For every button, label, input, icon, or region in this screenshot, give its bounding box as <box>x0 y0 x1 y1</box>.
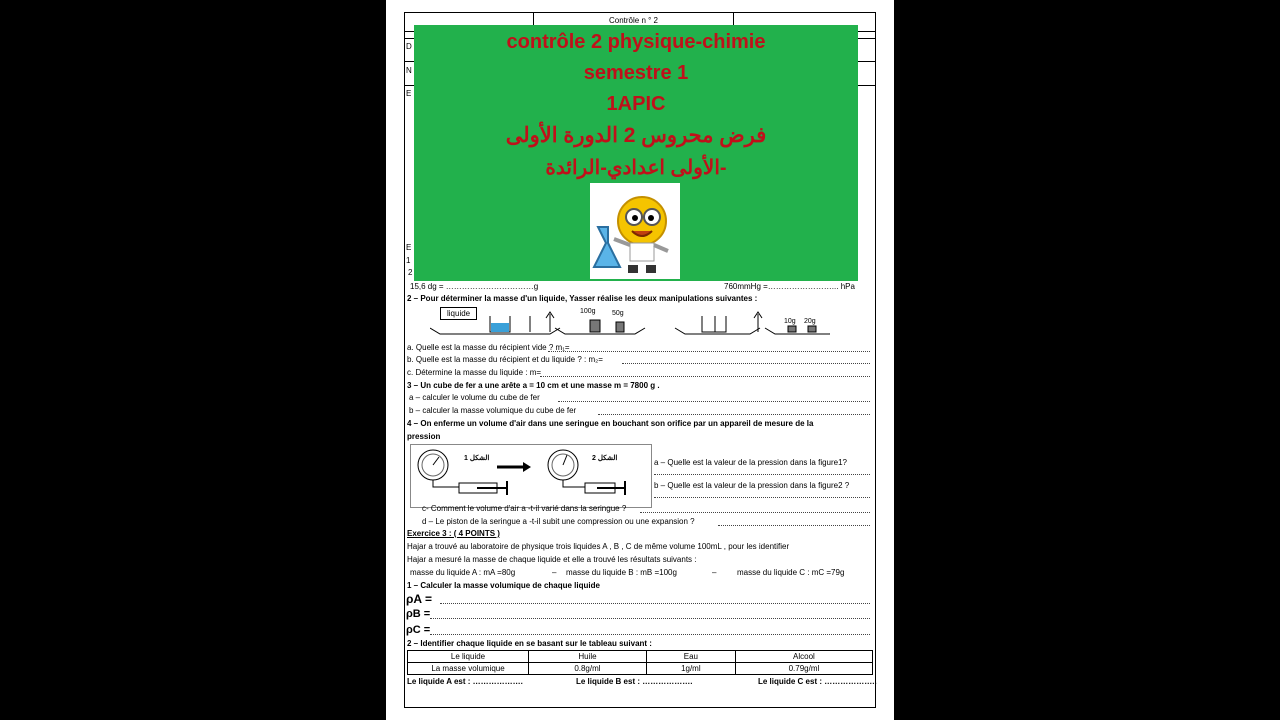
exercise-3-title: Exercice 3 : ( 4 POINTS ) <box>407 529 500 538</box>
liquid-label: liquide <box>440 307 477 320</box>
question-2c: c. Détermine la masse du liquide : m= <box>407 368 542 377</box>
ex2-line1-partial: 1 <box>406 256 411 265</box>
exercise-3-intro-2: Hajar a mesuré la masse de chaque liquide et elle a trouvé les résultats suivants : <box>407 555 697 564</box>
answer-liquid-b: Le liquide B est : ………………. <box>576 677 693 686</box>
table-cell: 0.8g/ml <box>529 663 647 675</box>
answer-line-rho-b[interactable] <box>430 618 870 619</box>
ex2-title-partial: E <box>406 243 412 252</box>
header-row2-label: D <box>406 42 412 51</box>
rho-a-label: ρA = <box>406 592 432 606</box>
exam-title: Contrôle n ° 2 <box>534 12 734 31</box>
answer-liquid-c: Le liquide C est : ……………….. <box>758 677 877 686</box>
exercise-3-q1: 1 – Calculer la masse volumique de chaque liquide <box>407 581 600 590</box>
scientist-mascot-icon <box>590 183 680 279</box>
banner-title: contrôle 2 physique-chimie <box>506 31 766 53</box>
question-4-line1: 4 – On enferme un volume d'air dans une seringue en bouchant son orifice par un appareil de mesure de la <box>407 419 814 428</box>
balance-diagrams <box>430 306 830 338</box>
separator-2: – <box>712 568 717 577</box>
weight-100g: 100g <box>580 308 596 315</box>
question-2a: a. Quelle est la masse du récipient vide ? m₁= <box>407 343 570 352</box>
banner-arabic-school: الأولى اعدادي-الرائدة- <box>545 157 727 179</box>
weight-20g: 20g <box>804 318 816 325</box>
answer-line-4a[interactable] <box>654 474 870 475</box>
banner-semester: semestre 1 <box>583 62 689 84</box>
answer-line-4d[interactable] <box>718 525 870 526</box>
question-4-line2: pression <box>407 432 441 441</box>
answer-line-2b[interactable] <box>622 363 870 364</box>
weight-10g: 10g <box>784 318 796 325</box>
rho-c-label: ρC = <box>406 624 431 636</box>
weight-50g: 50g <box>612 310 624 317</box>
mass-liquid-a: masse du liquide A : mA =80g <box>410 568 516 577</box>
banner-arabic-title: فرض محروس 2 الدورة الأولى <box>505 124 767 147</box>
mass-liquid-b: masse du liquide B : mB =100g <box>566 568 677 577</box>
question-3a: a – calculer le volume du cube de fer <box>409 393 540 402</box>
question-4d: d – Le piston de la seringue a -t-il subit une compression ou une expansion ? <box>422 517 695 526</box>
question-4a: a – Quelle est la valeur de la pression dans la figure1? <box>654 458 848 467</box>
table-header-cell: Alcool <box>735 651 872 663</box>
table-row <box>408 651 873 663</box>
q2-title: 2 – Pour déterminer la masse d'un liquide, Yasser réalise les deux manipulations suivantes : <box>407 294 758 303</box>
figure-1-label: الشكل 1 <box>464 455 490 462</box>
header-row3-label: N <box>406 66 412 75</box>
answer-line-4b[interactable] <box>654 497 870 498</box>
density-table <box>407 650 873 675</box>
table-cell: 0.79g/ml <box>735 663 872 675</box>
figure-2-label: الشكل 2 <box>592 455 618 462</box>
answer-line-2a[interactable] <box>548 351 870 352</box>
table-header-cell: Eau <box>646 651 735 663</box>
conversion-dg: 15,6 dg = ……………………………g <box>410 282 539 291</box>
conversion-mmhg: 760mmHg =……………………... hPa <box>724 282 855 291</box>
question-4c: c- Comment le volume d'air a -t-il varié dans la seringue ? <box>422 504 627 513</box>
question-4b: b – Quelle est la valeur de la pression dans la figure2 ? <box>654 481 850 490</box>
answer-liquid-a: Le liquide A est : ………………. <box>407 677 523 686</box>
table-cell: La masse volumique <box>408 663 529 675</box>
table-header-cell: Le liquide <box>408 651 529 663</box>
question-2b: b. Quelle est la masse du récipient et du liquide ? : m₂= <box>407 355 603 364</box>
separator-1: – <box>552 568 557 577</box>
exercise-3-intro-1: Hajar a trouvé au laboratoire de physique trois liquides A , B , C de même volume 100mL , pour les identifier <box>407 542 790 551</box>
answer-line-2c[interactable] <box>540 376 870 377</box>
question-3b: b – calculer la masse volumique du cube de fer <box>409 406 577 415</box>
header-row4-label: E <box>406 89 412 98</box>
exercise-3-q2: 2 – Identifier chaque liquide en se basant sur le tableau suivant : <box>407 639 652 648</box>
answer-line-rho-a[interactable] <box>440 603 870 604</box>
table-cell: 1g/ml <box>646 663 735 675</box>
answer-line-rho-c[interactable] <box>430 634 870 635</box>
mass-liquid-c: masse du liquide C : mC =79g <box>737 568 845 577</box>
banner-level: 1APIC <box>606 93 666 115</box>
table-header-cell: Huile <box>529 651 647 663</box>
ex2-line2-partial: 2 <box>408 268 413 277</box>
answer-line-3a[interactable] <box>558 401 870 402</box>
answer-line-3b[interactable] <box>598 414 870 415</box>
rho-b-label: ρB = <box>406 608 431 620</box>
answer-line-4c[interactable] <box>640 512 870 513</box>
table-row <box>408 663 873 675</box>
question-3: 3 – Un cube de fer a une arête a = 10 cm et une masse m = 7800 g . <box>407 381 660 390</box>
